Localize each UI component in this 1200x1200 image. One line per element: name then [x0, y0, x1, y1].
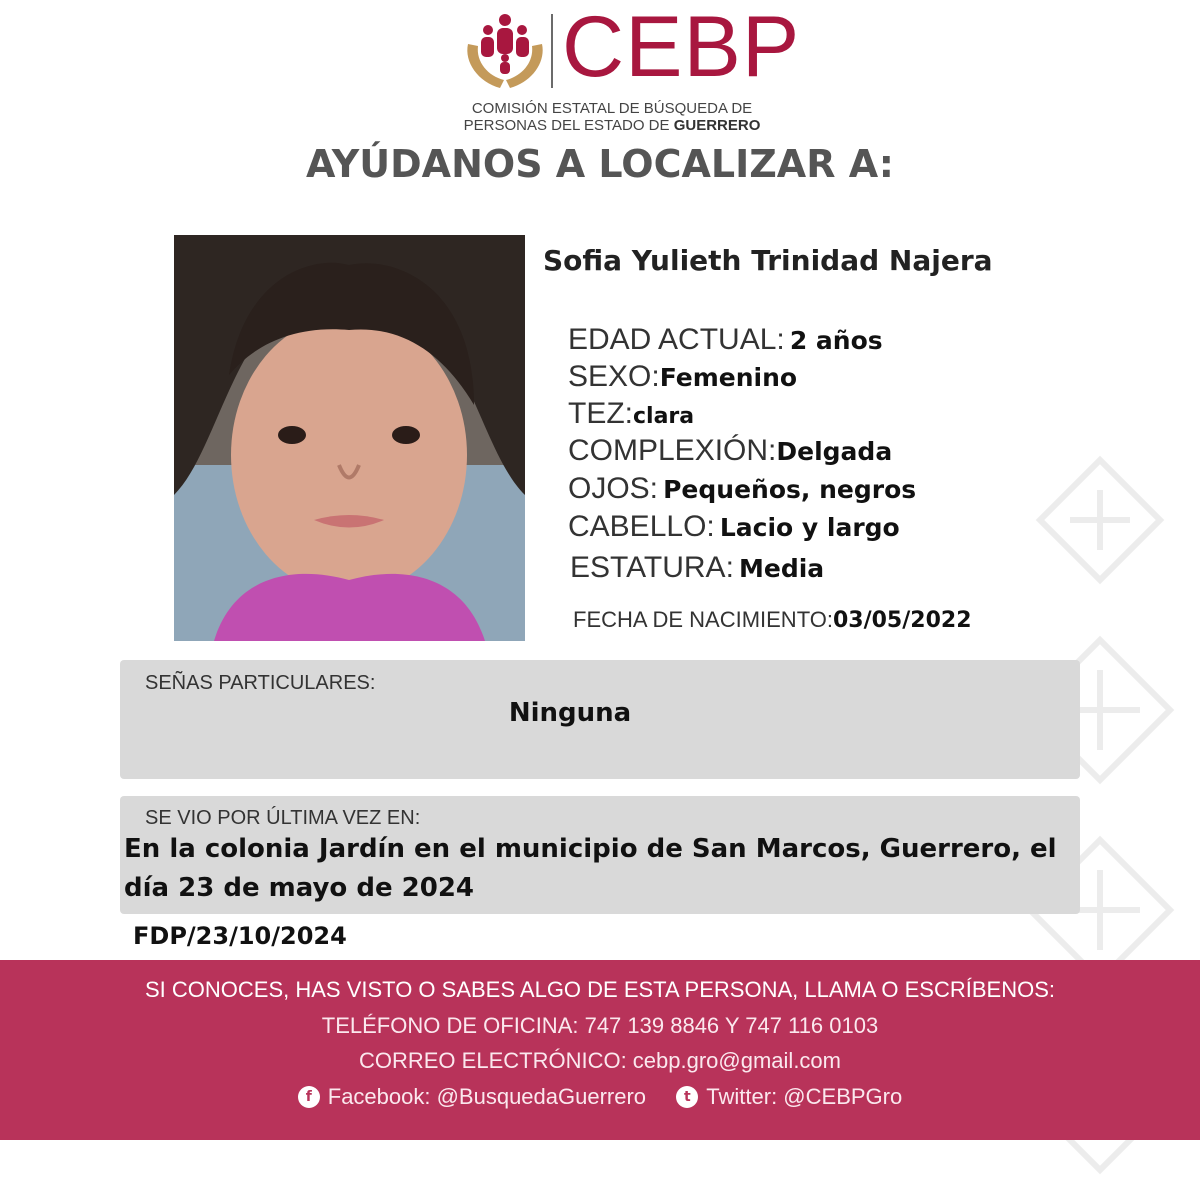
- facebook-icon: f: [298, 1086, 320, 1108]
- facebook-handle: Facebook: @BusquedaGuerrero: [327, 1084, 647, 1110]
- organization-name-line2: PERSONAS DEL ESTADO DE GUERRERO: [463, 117, 761, 134]
- last-seen-line2: día 23 de mayo de 2024: [124, 873, 475, 903]
- twitter-icon: t: [676, 1086, 698, 1108]
- folio-number: FDP/23/10/2024: [133, 922, 347, 950]
- logo-divider: [551, 14, 553, 88]
- last-seen-label: SE VIO POR ÚLTIMA VEZ EN:: [145, 807, 421, 829]
- call-to-action: SI CONOCES, HAS VISTO O SABES ALGO DE ESTA PERSONA, LLAMA O ESCRÍBENOS:: [144, 977, 1055, 1002]
- contact-footer: [0, 960, 1200, 1140]
- last-seen-box: [120, 796, 1080, 914]
- last-seen-line1: En la colonia Jardín en el municipio de San Marcos, Guerrero, el: [124, 834, 1057, 864]
- attribute-sex: SEXO:Femenino: [568, 360, 798, 393]
- person-photo: [174, 235, 525, 641]
- particular-marks-box: [120, 660, 1080, 779]
- attribute-eyes: OJOS: Pequeños, negros: [568, 472, 917, 505]
- facebook-link[interactable]: [298, 1084, 646, 1110]
- particular-marks-label: SEÑAS PARTICULARES:: [145, 672, 376, 694]
- contact-email[interactable]: CORREO ELECTRÓNICO: cebp.gro@gmail.com: [358, 1048, 841, 1073]
- cebp-logo-icon: [460, 10, 550, 94]
- attribute-hair: CABELLO: Lacio y largo: [568, 510, 900, 543]
- organization-name-line1: COMISIÓN ESTATAL DE BÚSQUEDA DE: [471, 100, 753, 117]
- logo-text: CEBP: [562, 0, 801, 95]
- attribute-birth-date: FECHA DE NACIMIENTO:03/05/2022: [573, 607, 972, 633]
- particular-marks-value: Ninguna: [508, 698, 632, 728]
- twitter-handle: Twitter: @CEBPGro: [706, 1084, 903, 1110]
- attribute-build: COMPLEXIÓN:Delgada: [568, 434, 893, 467]
- attribute-height: ESTATURA: Media: [570, 551, 825, 584]
- social-links: [0, 1083, 1200, 1110]
- last-seen-value: [124, 830, 1079, 908]
- office-phone[interactable]: TELÉFONO DE OFICINA: 747 139 8846 Y 747 116 0103: [321, 1013, 879, 1038]
- attribute-complexion-tone: TEZ:clara: [568, 397, 695, 430]
- twitter-link[interactable]: [676, 1084, 902, 1110]
- attribute-age: EDAD ACTUAL: 2 años: [568, 323, 883, 356]
- person-name: Sofia Yulieth Trinidad Najera: [543, 244, 993, 277]
- organization-name: [400, 100, 824, 134]
- page-title: AYÚDANOS A LOCALIZAR A:: [305, 142, 895, 186]
